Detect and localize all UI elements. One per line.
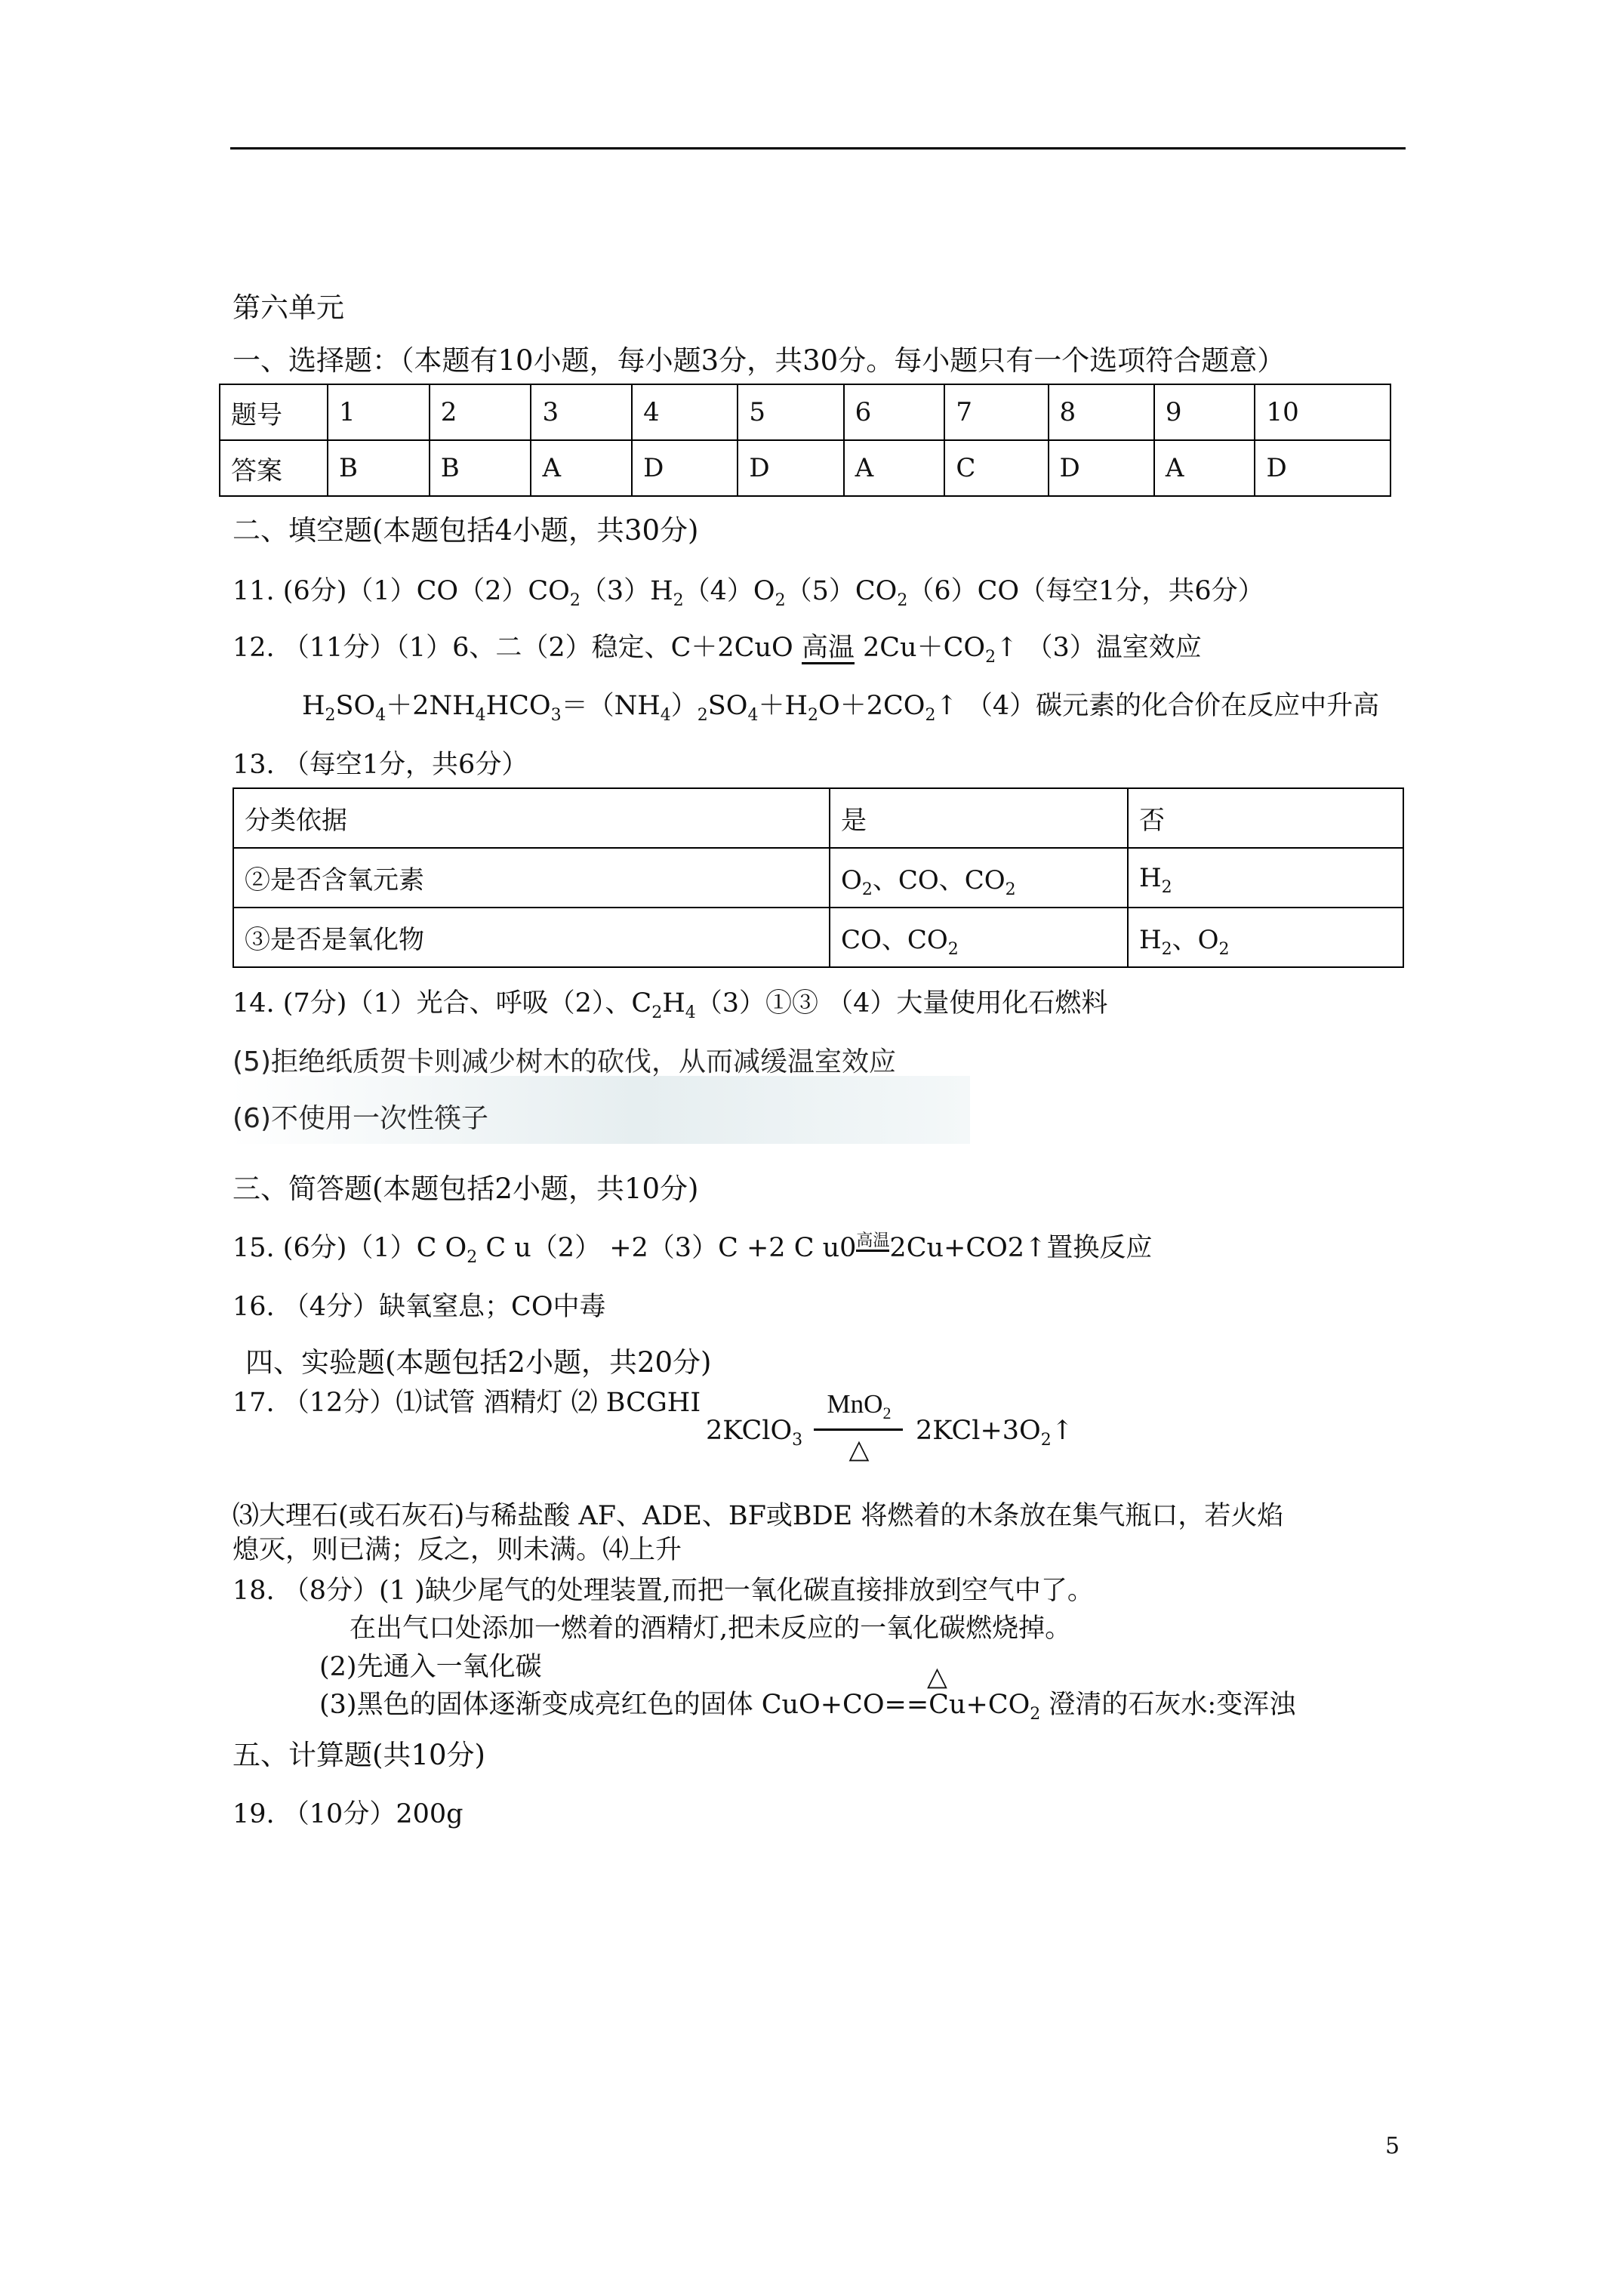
classification-table	[233, 787, 1404, 968]
table-cell: A	[844, 440, 945, 496]
answer-18-line2: 在出气口处添加一燃着的酒精灯,把未反应的一氧化碳燃烧掉。	[350, 1613, 1072, 1644]
answer-19: 19. （10分）200g	[233, 1799, 463, 1829]
table-cell: D	[738, 440, 843, 496]
reactant: 2KClO$_3$	[706, 1416, 803, 1450]
row-label: 题号	[220, 384, 328, 440]
table-cell: 8	[1049, 384, 1154, 440]
row-label: 答案	[220, 440, 328, 496]
table-cell: ③是否是氧化物	[233, 908, 830, 967]
section-2-title: 二、填空题(本题包括4小题，共30分)	[233, 514, 699, 547]
heat-symbol: △	[848, 1435, 870, 1465]
table-cell: D	[1049, 440, 1154, 496]
answer-14-part5: (5)拒绝纸质贺卡则减少树木的砍伐，从而减缓温室效应	[233, 1046, 896, 1077]
table-cell: B	[328, 440, 430, 496]
unit-title: 第六单元	[233, 291, 344, 324]
header-rule	[230, 147, 1406, 149]
answer-14-part6: (6)不使用一次性筷子	[233, 1103, 488, 1134]
answer-16: 16. （4分）缺氧窒息；CO中毒	[233, 1292, 606, 1322]
table-row	[233, 848, 1403, 908]
table-cell: D	[632, 440, 738, 496]
answer-17-line1: 17. （12分）⑴试管 酒精灯 ⑵ BCGHI	[233, 1388, 701, 1418]
table-cell: A	[1154, 440, 1255, 496]
table-cell: 7	[944, 384, 1048, 440]
table-cell: 3	[531, 384, 632, 440]
answer-17-line3: ⑶大理石(或石灰石)与稀盐酸 AF、ADE、BF或BDE 将燃着的木条放在集气瓶口，若火焰	[233, 1501, 1284, 1531]
answer-15: 15. (6分)（1）C $O_2$ C u（2） +2（3）C +2 C u0高温2Cu+CO2↑置换反应	[233, 1231, 1153, 1267]
catalyst-label: MnO$_2$	[827, 1389, 892, 1422]
table-cell: 2	[430, 384, 531, 440]
product: $2KCl+3O_2↑$	[916, 1416, 1074, 1450]
reaction-condition: 高温	[801, 633, 855, 663]
table-header: 是	[830, 788, 1128, 848]
answer-12-line2: $H_2SO_4+2NH_4HCO_3=(NH_4)_2SO_4+H_2O+2CO_2↑$ （4）碳元素的化合价在反应中升高	[302, 691, 1380, 725]
answer-14: 14. (7分)（1）光合、呼吸（2）、$C_2H_4(3)①③$ （4）大量使用化石燃料	[233, 988, 1108, 1022]
section-1-title: 一、选择题：（本题有10小题，每小题3分，共30分。每小题只有一个选项符合题意）	[233, 344, 1286, 377]
table-cell: $H_2$、$O_2$	[1128, 908, 1403, 967]
table-row-answers	[220, 440, 1390, 496]
table-cell: $H_2$	[1128, 848, 1403, 908]
table-header: 否	[1128, 788, 1403, 848]
choice-answer-table	[219, 384, 1391, 497]
reaction-arrow-bar	[814, 1428, 903, 1431]
section-4-title: 四、实验题(本题包括2小题，共20分)	[245, 1346, 712, 1379]
answer-18-line4: (3)黑色的固体逐渐变成亮红色的固体 $CuO+CO==Cu+CO_2$ 澄清的石灰水:变浑浊	[319, 1690, 1296, 1724]
answer-12-line1: 12. （11分）（1）6、二（2）稳定、C＋2CuO 高温 $2Cu+CO_2↑$ （3）温室效应	[233, 633, 1202, 667]
table-cell: 4	[632, 384, 738, 440]
heat-symbol: △	[927, 1662, 947, 1692]
answer-18-line3: (2)先通入一氧化碳	[319, 1652, 542, 1682]
table-row	[233, 908, 1403, 967]
answer-13-title: 13. （每空1分，共6分）	[233, 750, 528, 780]
table-cell: 10	[1255, 384, 1390, 440]
section-3-title: 三、简答题(本题包括2小题，共10分)	[233, 1173, 699, 1205]
table-cell: ②是否含氧元素	[233, 848, 830, 908]
table-header-row	[233, 788, 1403, 848]
answer-18-line1: 18. （8分）(1 )缺少尾气的处理装置,而把一氧化碳直接排放到空气中了。	[233, 1576, 1094, 1606]
table-row-numbers	[220, 384, 1390, 440]
answer-11: 11. (6分)$(1)CO(2)CO_2(3)H_2(4)O_2(5)CO_2(6)CO$（每空1分，共6分）	[233, 576, 1264, 610]
table-cell: 9	[1154, 384, 1255, 440]
table-cell: $O_2$、CO、$CO_2$	[830, 848, 1128, 908]
table-cell: C	[944, 440, 1048, 496]
table-cell: 5	[738, 384, 843, 440]
page-number: 5	[1385, 2133, 1400, 2159]
reaction-condition: 高温	[856, 1231, 890, 1250]
table-cell: B	[430, 440, 531, 496]
table-cell: 6	[844, 384, 945, 440]
table-cell: CO、$CO_2$	[830, 908, 1128, 967]
section-5-title: 五、计算题(共10分)	[233, 1739, 485, 1771]
answer-17-line4: 熄灭，则已满；反之，则未满。⑷上升	[233, 1535, 682, 1565]
table-cell: A	[531, 440, 632, 496]
table-cell: D	[1255, 440, 1390, 496]
table-header: 分类依据	[233, 788, 830, 848]
table-cell: 1	[328, 384, 430, 440]
